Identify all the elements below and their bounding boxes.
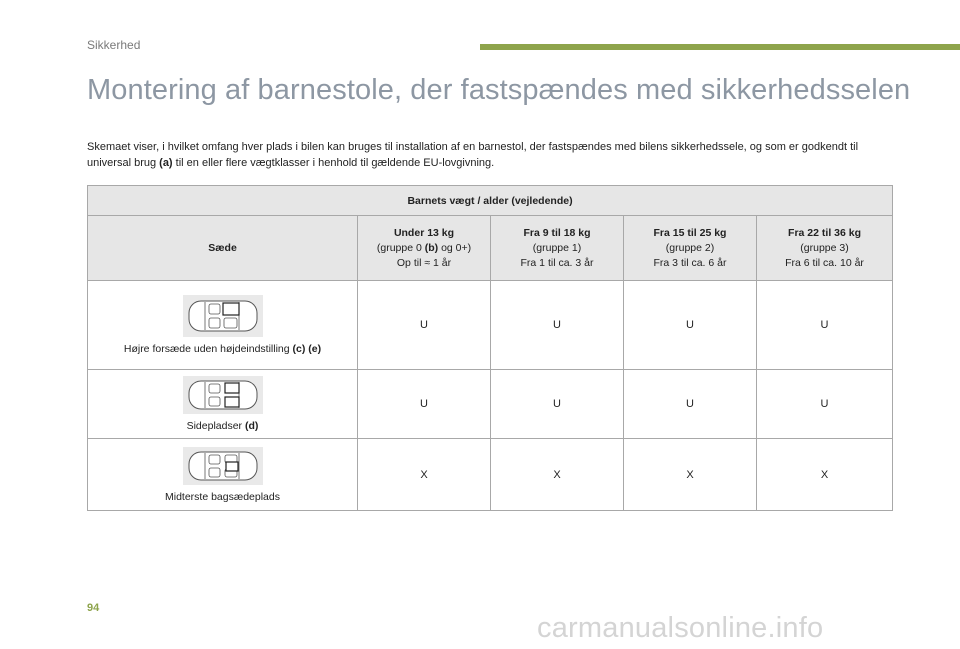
seat-cell-rear-sides <box>88 370 358 439</box>
accent-bar <box>480 44 960 50</box>
intro-paragraph <box>87 139 887 171</box>
value-cell: X <box>757 439 893 511</box>
seat-column-header: Sæde <box>88 216 358 281</box>
intro-text-1: Skemaet viser, i hvilket omfang hver plads i bilen kan bruges til installation af en barnestol, der fastspændes med bilens sikkerhedssele, og som er godkendt til universal brug <box>87 141 859 169</box>
weight-age-header: Barnets vægt / alder (vejledende) <box>88 186 893 216</box>
group-1-header: Fra 9 til 18 kg (gruppe 1) Fra 1 til ca. 3 år <box>491 216 624 281</box>
value-cell: X <box>358 439 491 511</box>
car-rear-middle-seat-icon <box>183 447 263 485</box>
group-2-header: Fra 15 til 25 kg (gruppe 2) Fra 3 til ca. 6 år <box>624 216 757 281</box>
value-cell: U <box>624 370 757 439</box>
page-title: Montering af barnestole, der fastspændes med sikkerhedsselen <box>87 74 911 106</box>
group-0-header: Under 13 kg (gruppe 0 (b) og 0+) Op til ≈ 1 år <box>358 216 491 281</box>
table-row <box>88 281 893 370</box>
table-row <box>88 370 893 439</box>
seat-label: Højre forsæde uden højdeindstilling <box>123 343 293 355</box>
car-front-right-seat-icon <box>183 295 263 337</box>
value-cell: U <box>491 281 624 370</box>
table-row <box>88 439 893 511</box>
watermark: carmanualsonline.info <box>537 612 824 644</box>
value-cell: X <box>624 439 757 511</box>
section-label: Sikkerhed <box>87 38 141 52</box>
group-3-header: Fra 22 til 36 kg (gruppe 3) Fra 6 til ca. 10 år <box>757 216 893 281</box>
value-cell: U <box>358 281 491 370</box>
value-cell: U <box>491 370 624 439</box>
value-cell: U <box>358 370 491 439</box>
value-cell: U <box>757 281 893 370</box>
seat-cell-rear-middle <box>88 439 358 511</box>
intro-text-2: til en eller flere vægtklasser i henhold til gældende EU-lovgivning. <box>172 157 495 169</box>
page-number: 94 <box>87 602 100 614</box>
intro-ref: (a) <box>159 157 173 169</box>
value-cell: X <box>491 439 624 511</box>
car-rear-side-seats-icon <box>183 376 263 414</box>
seat-label: Sidepladser <box>186 420 245 432</box>
value-cell: U <box>624 281 757 370</box>
seat-cell-front-right <box>88 281 358 370</box>
seat-label: Midterste bagsædeplads <box>165 490 280 503</box>
seat-refs: (d) <box>244 420 259 432</box>
child-seat-table <box>87 185 893 511</box>
seat-refs: (c) (e) <box>292 343 322 355</box>
value-cell: U <box>757 370 893 439</box>
